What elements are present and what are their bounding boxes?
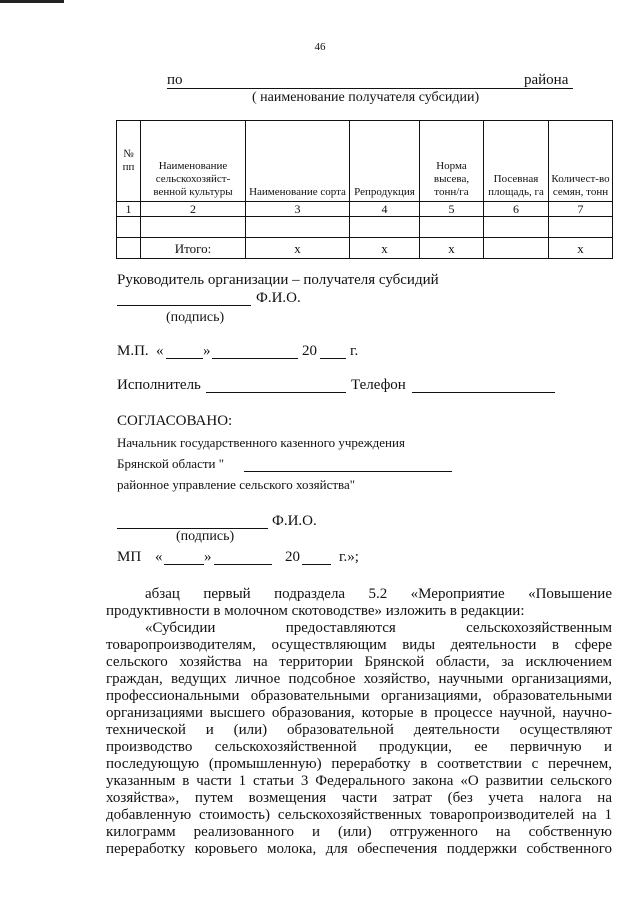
- body-line: добавленную стоимость) сельскохозяйственных товаропроизводителей на 1: [106, 807, 612, 823]
- table-cell: 7: [549, 202, 613, 217]
- th-reproduction: Репродукция: [350, 121, 420, 202]
- day-line: [164, 564, 204, 565]
- table-cell: 2: [141, 202, 246, 217]
- phone-label: Телефон: [351, 377, 406, 393]
- table-cell: [117, 217, 141, 238]
- seed-table: [116, 120, 613, 259]
- body-line: указанным в части 1 статьи 3 Федерального закона «О развитии сельского: [106, 773, 612, 789]
- agreed-line-3: районное управление сельского хозяйства": [117, 477, 356, 492]
- body-line: товаропроизводителям, осуществляющим виды деятельности в сфере: [106, 637, 612, 653]
- agreed-signature-hint: (подпись): [176, 529, 235, 544]
- quote-close: »: [204, 549, 212, 565]
- table-cell: Итого:: [141, 238, 246, 259]
- executor-label: Исполнитель: [117, 377, 201, 393]
- year-suffix: г.»;: [339, 549, 359, 565]
- table-row: [117, 217, 613, 238]
- signature-line: [117, 305, 251, 306]
- table-cell: [117, 238, 141, 259]
- year-line: [302, 564, 331, 565]
- fio-label: Ф.И.О.: [256, 290, 301, 306]
- agreed-line-1: Начальник государственного казенного учреждения: [117, 435, 405, 450]
- table-cell: [484, 238, 549, 259]
- table-cell: 4: [350, 202, 420, 217]
- quote-close: »: [203, 343, 211, 359]
- month-line: [212, 358, 298, 359]
- th-sown-area: Посевная площадь, га: [484, 121, 549, 202]
- phone-line: [412, 392, 555, 393]
- table-cell: 1: [117, 202, 141, 217]
- th-number: № пп: [117, 121, 141, 202]
- th-variety: Наименование сорта: [246, 121, 350, 202]
- day-line: [166, 358, 203, 359]
- body-line: технической и (или) образовательной деятельности осуществляют: [106, 722, 612, 738]
- signature-hint: (подпись): [166, 310, 225, 325]
- table-cell: х: [549, 238, 613, 259]
- header-po: по: [167, 72, 183, 88]
- top-edge-mark: [0, 0, 64, 3]
- mp-label: М.П.: [117, 343, 149, 359]
- quote-open: «: [156, 343, 164, 359]
- year-line: [320, 358, 346, 359]
- table-cell: [420, 217, 484, 238]
- table-cell: х: [246, 238, 350, 259]
- agreed-title: СОГЛАСОВАНО:: [117, 413, 233, 429]
- table-cell: 3: [246, 202, 350, 217]
- body-line: абзац первый подраздела 5.2 «Мероприятие «Повышение: [145, 586, 612, 602]
- th-crop: Наименование сельскохозяйст-венной культуры: [141, 121, 246, 202]
- body-line: «Субсидии предоставляются сельскохозяйственным: [145, 620, 612, 636]
- table-cell: [141, 217, 246, 238]
- head-of-organization: Руководитель организации – получателя субсидий: [117, 272, 439, 288]
- table-cell: [484, 217, 549, 238]
- table-cell: [350, 217, 420, 238]
- table-cell: х: [350, 238, 420, 259]
- body-line: продуктивности в молочном скотоводстве» изложить в редакции:: [106, 603, 525, 619]
- body-line: профессиональными образовательными организациями, образовательными: [106, 688, 612, 704]
- table-cell: 6: [484, 202, 549, 217]
- agreed-line-2: Брянской области ": [117, 456, 225, 471]
- body-line: организациями высшего образования, которые в процессе научной, научно-: [106, 705, 612, 721]
- year-label: 20: [285, 549, 300, 565]
- body-line: граждан, ведущих личное подсобное хозяйство, научными организациями,: [106, 671, 612, 687]
- body-line: переработку коровьего молока, для обеспечения поддержки собственного: [106, 841, 612, 857]
- table-number-row: [117, 202, 613, 217]
- table-cell: х: [420, 238, 484, 259]
- agreed-mp: МП: [117, 549, 142, 565]
- institution-line: [244, 471, 452, 472]
- table-header-row: [117, 121, 613, 202]
- header-rayon: района: [524, 72, 569, 88]
- body-line: производство сельскохозяйственной продукции, ее первичную и: [106, 739, 612, 755]
- body-line: хозяйства», путем возмещения части затрат (без учета налога на: [106, 790, 612, 806]
- body-line: килограмм реализованного и (или) отгруженного на собственную: [106, 824, 612, 840]
- agreed-fio: Ф.И.О.: [272, 513, 317, 529]
- month-line: [214, 564, 272, 565]
- recipient-line: [167, 88, 573, 89]
- th-seed-amount: Количест-во семян, тонн: [549, 121, 613, 202]
- year-label: 20: [302, 343, 317, 359]
- th-seeding-rate: Норма высева, тонн/га: [420, 121, 484, 202]
- quote-open: «: [155, 549, 163, 565]
- recipient-hint: ( наименование получателя субсидии): [252, 90, 480, 105]
- table-cell: [246, 217, 350, 238]
- year-suffix: г.: [350, 343, 359, 359]
- table-cell: [549, 217, 613, 238]
- body-line: последующую (промышленную) переработку в соответствии с перечнем,: [106, 756, 612, 772]
- executor-line: [206, 392, 346, 393]
- table-total-row: [117, 238, 613, 259]
- table-cell: 5: [420, 202, 484, 217]
- page-number: 46: [314, 41, 326, 53]
- body-line: сельского хозяйства на территории Брянской области, за исключением: [106, 654, 612, 670]
